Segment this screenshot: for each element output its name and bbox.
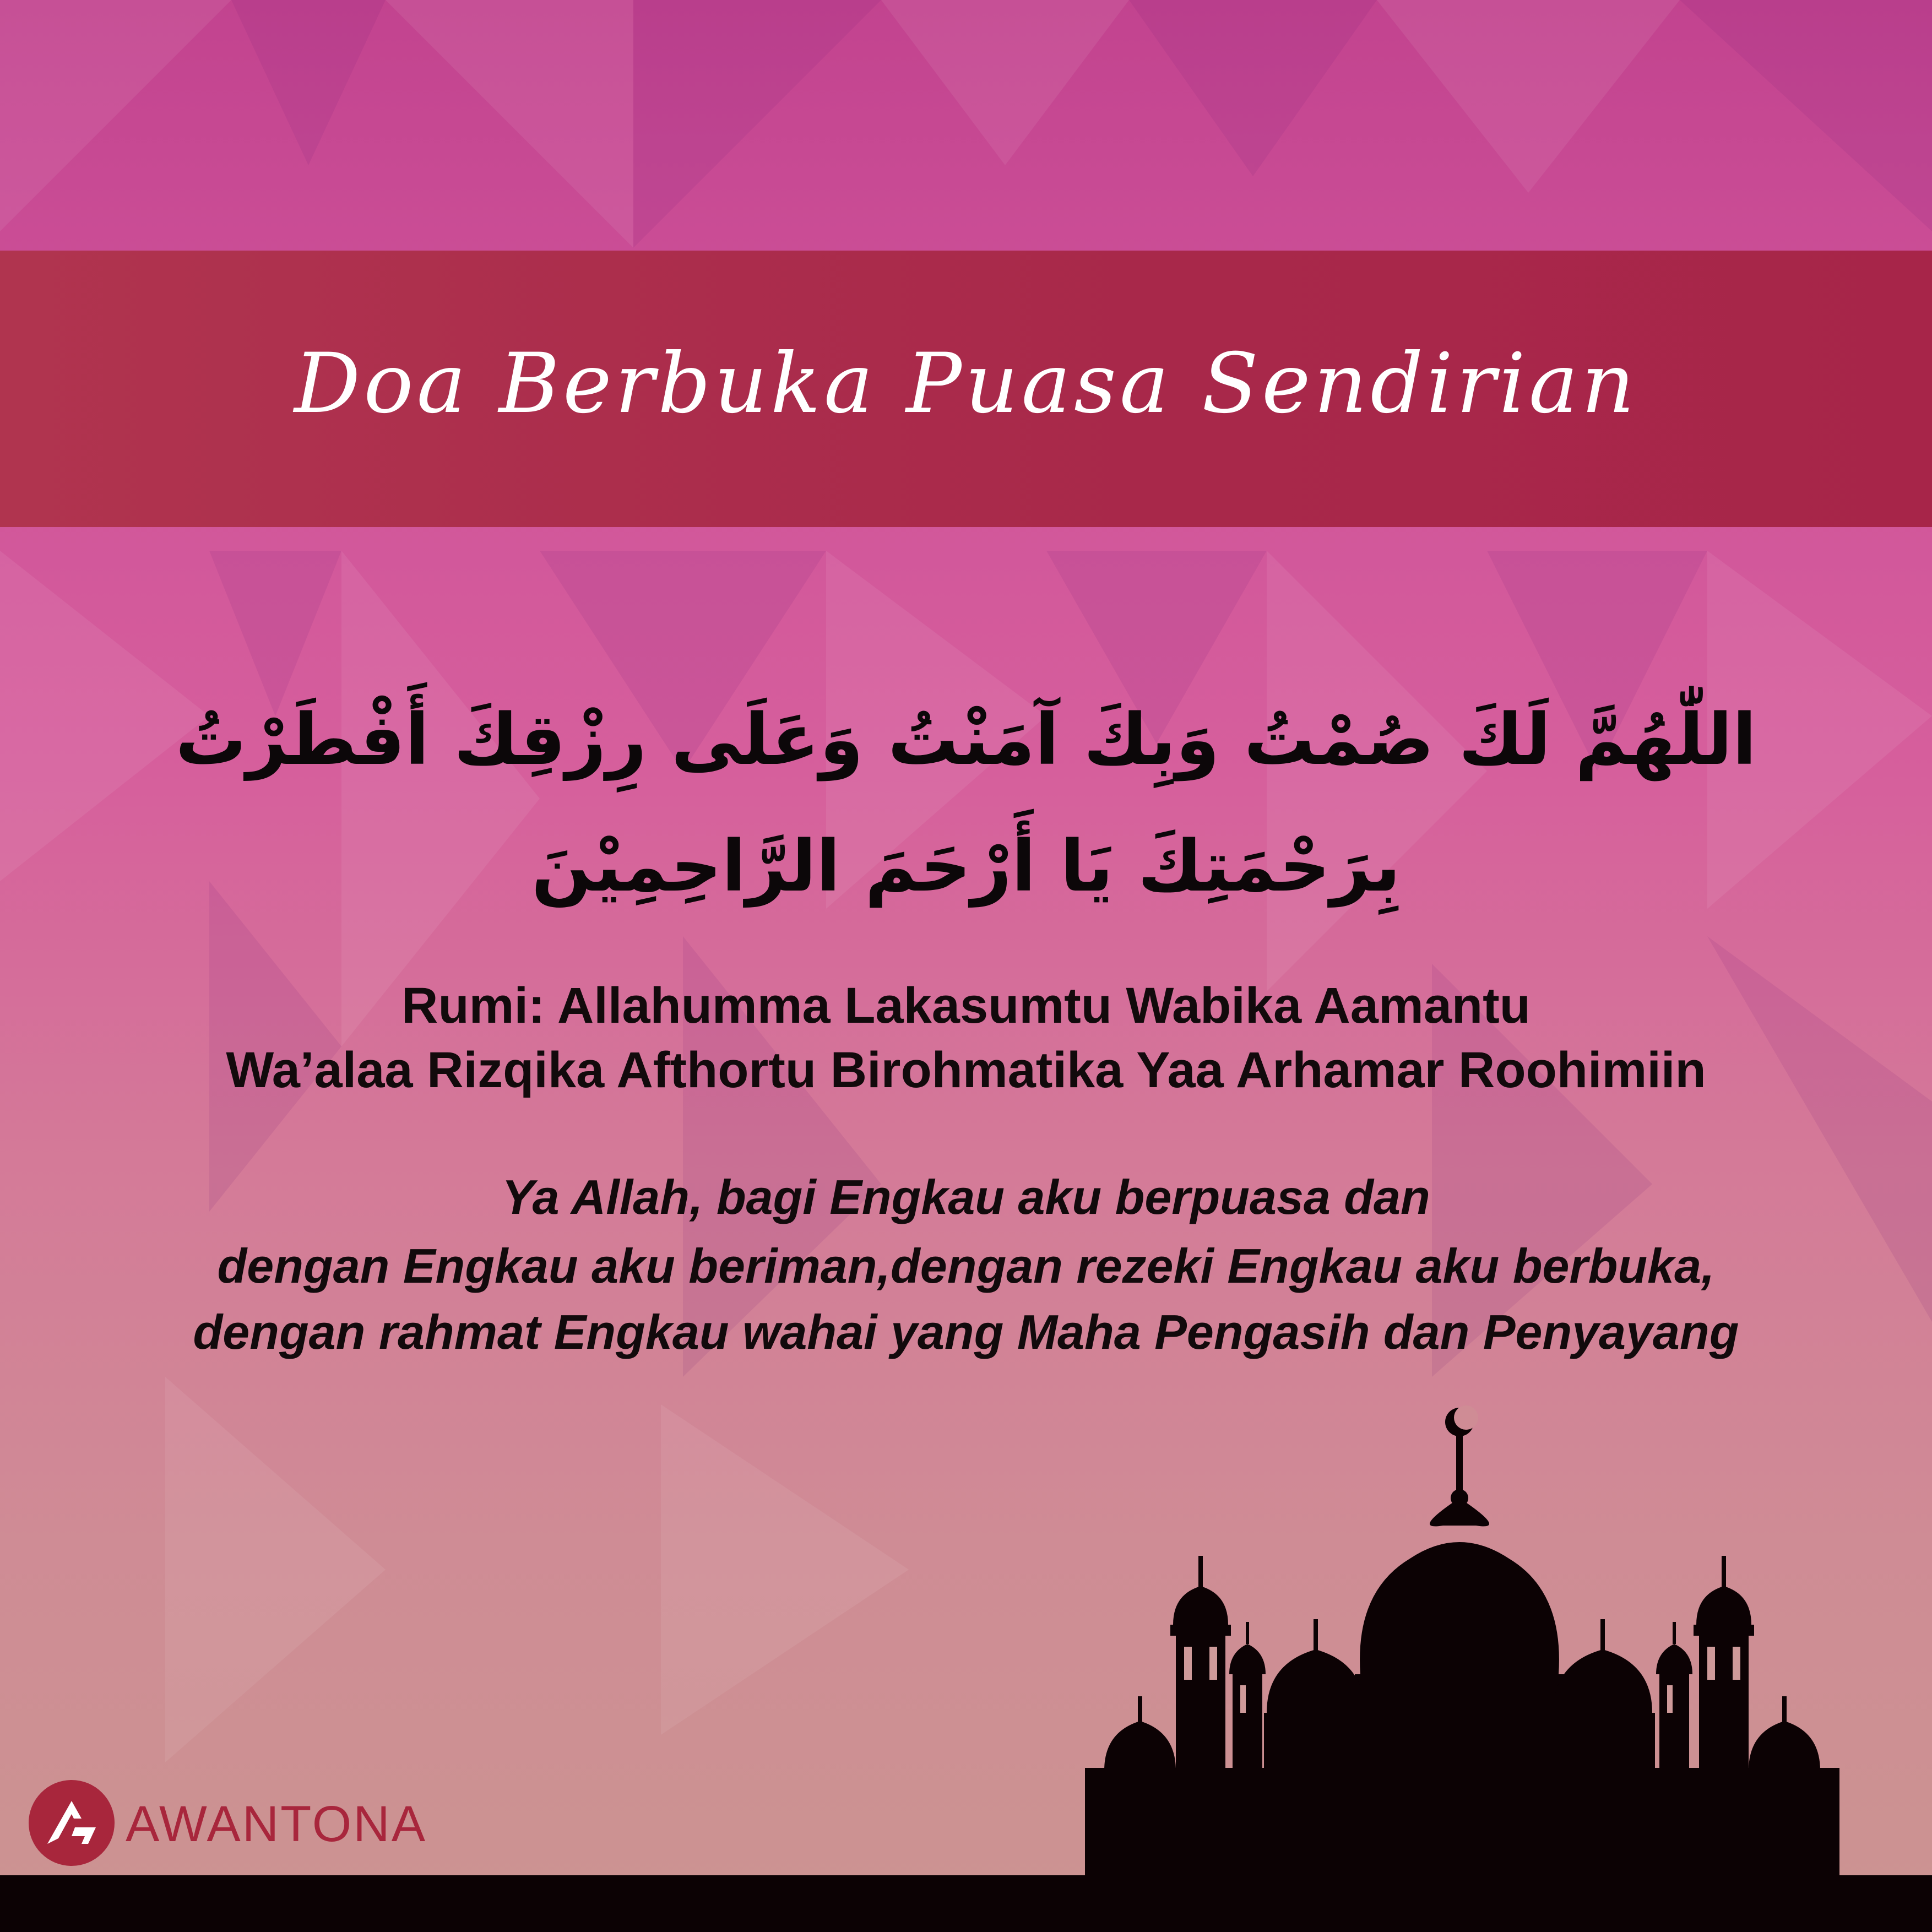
- crescent-moon-icon: [1445, 1405, 1478, 1436]
- awantona-logo-icon: [28, 1779, 116, 1867]
- bottom-bar: [0, 1875, 1932, 1932]
- rumi-transliteration-line-1: Rumi: Allahumma Lakasumtu Wabika Aamantu: [401, 978, 1531, 1034]
- meaning-line-2: dengan Engkau aku beriman,dengan rezeki Engkau aku berbuka,: [217, 1239, 1715, 1293]
- brand-name: AWANTONA: [126, 1796, 427, 1852]
- meaning-line-3: dengan rahmat Engkau wahai yang Maha Pengasih dan Penyayang: [193, 1305, 1739, 1359]
- meaning-line-1: Ya Allah, bagi Engkau aku berpuasa dan: [502, 1170, 1430, 1224]
- page-title: Doa Berbuka Puasa Sendirian: [294, 336, 1638, 432]
- arabic-prayer-line-2: بِرَحْمَتِكَ يَا أَرْحَمَ الرَّاحِمِيْنَ: [531, 826, 1401, 908]
- rumi-transliteration-line-2: Wa’alaa Rizqika Afthortu Birohmatika Yaa Arhamar Roohimiin: [226, 1042, 1706, 1098]
- mosque-silhouette-icon: [1079, 1399, 1845, 1877]
- arabic-prayer-line-1: اللّٰهُمَّ لَكَ صُمْتُ وَبِكَ آمَنْتُ وَعَلَى رِزْقِكَ أَفْطَرْتُ: [175, 699, 1757, 781]
